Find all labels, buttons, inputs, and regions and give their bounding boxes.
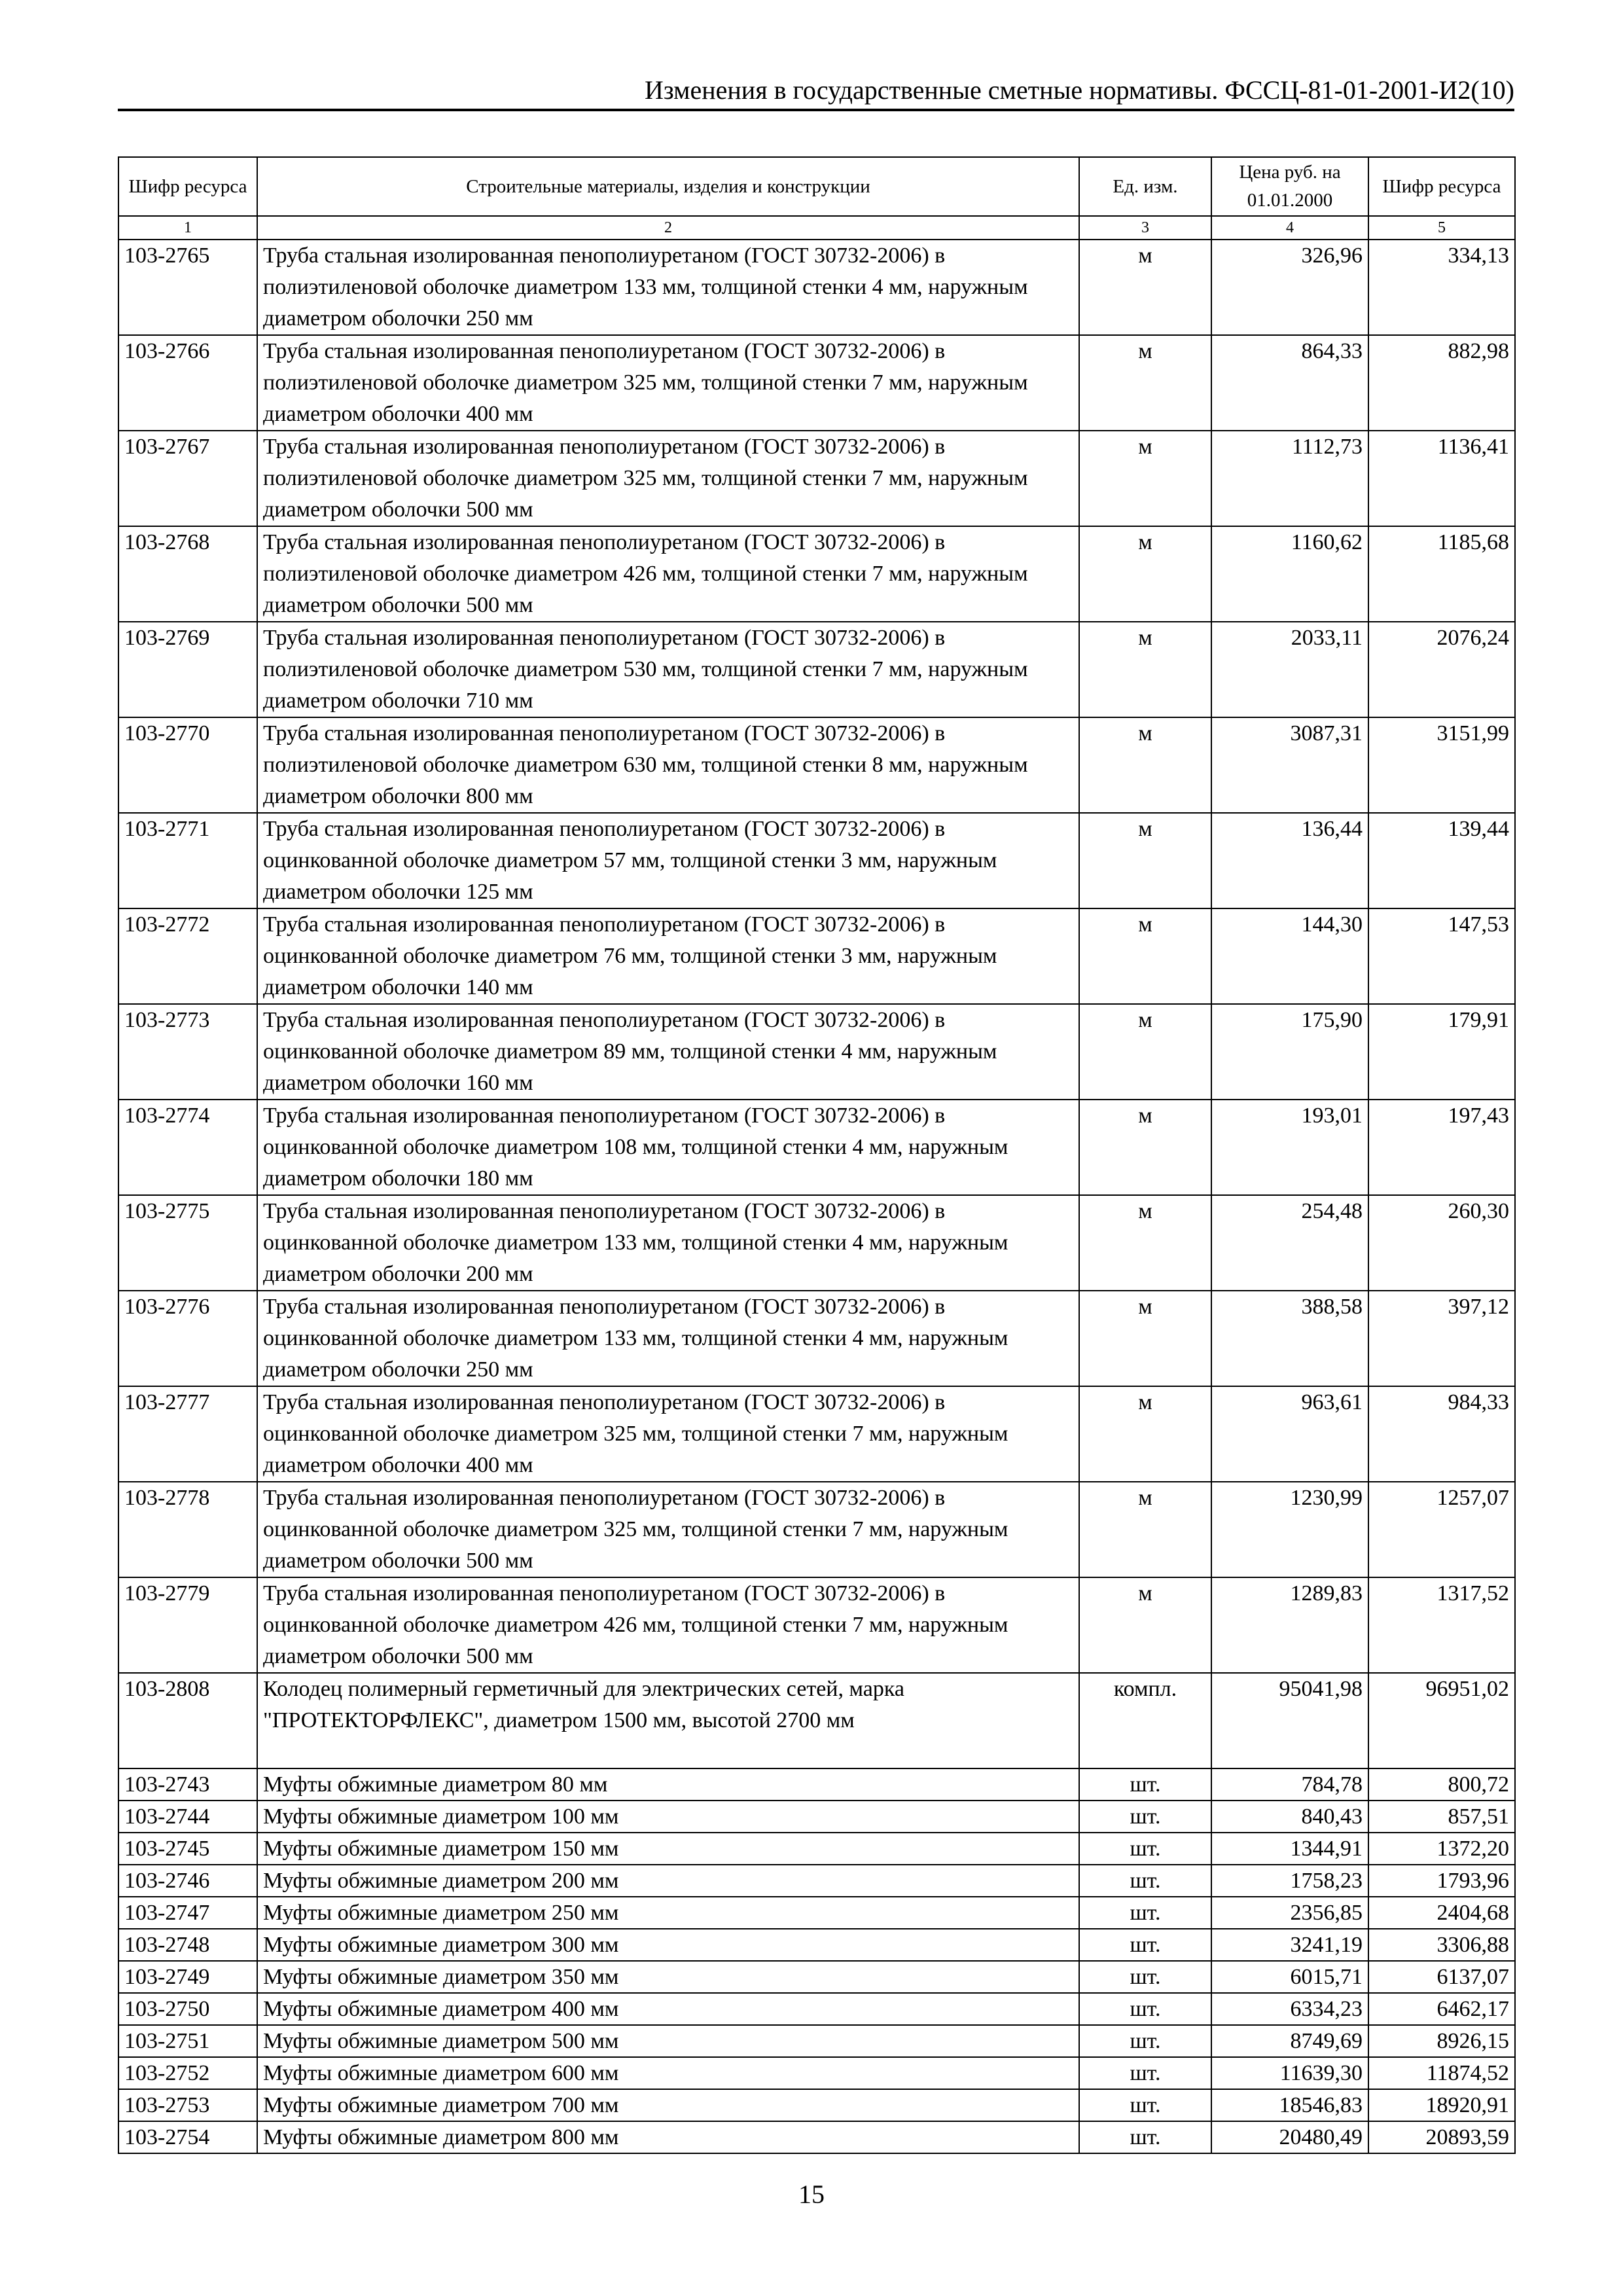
price-cell: 3241,19 [1211,1929,1368,1961]
price-cell-2: 147,53 [1368,908,1515,1004]
material-name-cell: Муфты обжимные диаметром 700 мм [257,2089,1079,2121]
unit-cell: шт. [1079,1801,1211,1833]
price-cell: 20480,49 [1211,2121,1368,2153]
price-cell-2: 96951,02 [1368,1673,1515,1768]
price-cell: 840,43 [1211,1801,1368,1833]
price-cell-2: 800,72 [1368,1768,1515,1801]
price-cell-2: 179,91 [1368,1004,1515,1100]
material-name-cell: Муфты обжимные диаметром 200 мм [257,1865,1079,1897]
table-row [118,335,1515,431]
material-name-cell: Труба стальная изолированная пенополиуретаном (ГОСТ 30732-2006) в оцинкованной оболочке диаметром 133 мм, толщиной стенки 4 мм, наружным диаметром оболочки 200 мм [257,1195,1079,1291]
unit-cell: м [1079,1291,1211,1386]
resource-code-cell: 103-2775 [118,1195,257,1291]
unit-cell: м [1079,622,1211,717]
table-row [118,431,1515,526]
price-cell-2: 197,43 [1368,1100,1515,1195]
table-row [118,1833,1515,1865]
price-cell: 1758,23 [1211,1865,1368,1897]
resource-code-cell: 103-2744 [118,1801,257,1833]
column-number: 1 [118,216,257,240]
price-cell: 95041,98 [1211,1673,1368,1768]
price-cell: 144,30 [1211,908,1368,1004]
unit-cell: м [1079,1100,1211,1195]
unit-cell: м [1079,1195,1211,1291]
price-cell-2: 20893,59 [1368,2121,1515,2153]
price-cell: 326,96 [1211,240,1368,335]
material-name-cell: Труба стальная изолированная пенополиуретаном (ГОСТ 30732-2006) в полиэтиленовой оболочке диаметром 630 мм, толщиной стенки 8 мм, наружным диаметром оболочки 800 мм [257,717,1079,813]
column-number: 5 [1368,216,1515,240]
unit-cell: м [1079,1577,1211,1673]
table-row [118,717,1515,813]
resource-code-cell: 103-2745 [118,1833,257,1865]
price-cell: 175,90 [1211,1004,1368,1100]
table-row [118,1897,1515,1929]
material-name-cell: Труба стальная изолированная пенополиуретаном (ГОСТ 30732-2006) в полиэтиленовой оболочке диаметром 325 мм, толщиной стенки 7 мм, наружным диаметром оболочки 400 мм [257,335,1079,431]
table-body [118,240,1515,2153]
price-cell-2: 3151,99 [1368,717,1515,813]
price-cell: 3087,31 [1211,717,1368,813]
price-cell-2: 2076,24 [1368,622,1515,717]
resource-code-cell: 103-2766 [118,335,257,431]
resource-code-cell: 103-2774 [118,1100,257,1195]
material-name-cell: Труба стальная изолированная пенополиуретаном (ГОСТ 30732-2006) в полиэтиленовой оболочке диаметром 133 мм, толщиной стенки 4 мм, наружным диаметром оболочки 250 мм [257,240,1079,335]
resource-code-cell: 103-2808 [118,1673,257,1768]
resource-code-cell: 103-2746 [118,1865,257,1897]
price-cell: 963,61 [1211,1386,1368,1482]
resource-code-cell: 103-2779 [118,1577,257,1673]
table-row [118,1100,1515,1195]
unit-cell: шт. [1079,2025,1211,2057]
table-row [118,1865,1515,1897]
table-row [118,1768,1515,1801]
column-header-unit: Ед. изм. [1079,157,1211,216]
material-name-cell: Труба стальная изолированная пенополиуретаном (ГОСТ 30732-2006) в оцинкованной оболочке диаметром 133 мм, толщиной стенки 4 мм, наружным диаметром оболочки 250 мм [257,1291,1079,1386]
price-cell: 1112,73 [1211,431,1368,526]
resource-code-cell: 103-2767 [118,431,257,526]
price-cell-2: 2404,68 [1368,1897,1515,1929]
table-row [118,1291,1515,1386]
price-cell: 2033,11 [1211,622,1368,717]
resource-code-cell: 103-2765 [118,240,257,335]
price-cell: 1230,99 [1211,1482,1368,1577]
price-cell: 1289,83 [1211,1577,1368,1673]
price-cell-2: 6462,17 [1368,1993,1515,2025]
unit-cell: шт. [1079,1993,1211,2025]
resource-code-cell: 103-2750 [118,1993,257,2025]
resource-code-cell: 103-2753 [118,2089,257,2121]
material-name-cell: Труба стальная изолированная пенополиуретаном (ГОСТ 30732-2006) в оцинкованной оболочке диаметром 325 мм, толщиной стенки 7 мм, наружным диаметром оболочки 500 мм [257,1482,1079,1577]
price-cell: 1344,91 [1211,1833,1368,1865]
unit-cell: м [1079,431,1211,526]
column-header-name: Строительные материалы, изделия и конструкции [257,157,1079,216]
price-cell-2: 1372,20 [1368,1833,1515,1865]
unit-cell: м [1079,526,1211,622]
price-cell-2: 139,44 [1368,813,1515,908]
price-cell-2: 334,13 [1368,240,1515,335]
table-row [118,1195,1515,1291]
material-name-cell: Муфты обжимные диаметром 300 мм [257,1929,1079,1961]
price-cell-2: 1793,96 [1368,1865,1515,1897]
price-cell-2: 11874,52 [1368,2057,1515,2089]
material-name-cell: Муфты обжимные диаметром 80 мм [257,1768,1079,1801]
table-row [118,1929,1515,1961]
price-cell-2: 882,98 [1368,335,1515,431]
table-row [118,526,1515,622]
table-row [118,1004,1515,1100]
material-name-cell: Муфты обжимные диаметром 150 мм [257,1833,1079,1865]
price-cell-2: 18920,91 [1368,2089,1515,2121]
material-name-cell: Труба стальная изолированная пенополиуретаном (ГОСТ 30732-2006) в оцинкованной оболочке диаметром 57 мм, толщиной стенки 3 мм, наружным диаметром оболочки 125 мм [257,813,1079,908]
unit-cell: шт. [1079,2121,1211,2153]
unit-cell: шт. [1079,1929,1211,1961]
price-cell: 136,44 [1211,813,1368,908]
resource-code-cell: 103-2747 [118,1897,257,1929]
table-row [118,1673,1515,1768]
resource-code-cell: 103-2752 [118,2057,257,2089]
material-name-cell: Труба стальная изолированная пенополиуретаном (ГОСТ 30732-2006) в оцинкованной оболочке диаметром 325 мм, толщиной стенки 7 мм, наружным диаметром оболочки 400 мм [257,1386,1079,1482]
price-cell-2: 857,51 [1368,1801,1515,1833]
material-name-cell: Труба стальная изолированная пенополиуретаном (ГОСТ 30732-2006) в оцинкованной оболочке диаметром 89 мм, толщиной стенки 4 мм, наружным диаметром оболочки 160 мм [257,1004,1079,1100]
price-cell: 864,33 [1211,335,1368,431]
unit-cell: м [1079,1482,1211,1577]
table-row [118,1993,1515,2025]
unit-cell: шт. [1079,1833,1211,1865]
resource-code-cell: 103-2778 [118,1482,257,1577]
price-cell-2: 3306,88 [1368,1929,1515,1961]
column-number-row [118,216,1515,240]
material-name-cell: Труба стальная изолированная пенополиуретаном (ГОСТ 30732-2006) в полиэтиленовой оболочке диаметром 426 мм, толщиной стенки 7 мм, наружным диаметром оболочки 500 мм [257,526,1079,622]
price-cell-2: 260,30 [1368,1195,1515,1291]
material-name-cell: Муфты обжимные диаметром 250 мм [257,1897,1079,1929]
material-name-cell: Труба стальная изолированная пенополиуретаном (ГОСТ 30732-2006) в оцинкованной оболочке диаметром 426 мм, толщиной стенки 7 мм, наружным диаметром оболочки 500 мм [257,1577,1079,1673]
unit-cell: шт. [1079,1768,1211,1801]
unit-cell: шт. [1079,2057,1211,2089]
material-name-cell: Колодец полимерный герметичный для электрических сетей, марка "ПРОТЕКТОРФЛЕКС", диаметром 1500 мм, высотой 2700 мм [257,1673,1079,1768]
resource-code-cell: 103-2754 [118,2121,257,2153]
material-name-cell: Муфты обжимные диаметром 800 мм [257,2121,1079,2153]
price-cell-2: 1257,07 [1368,1482,1515,1577]
table-row [118,1961,1515,1993]
price-cell: 6334,23 [1211,1993,1368,2025]
price-cell: 388,58 [1211,1291,1368,1386]
unit-cell: м [1079,1386,1211,1482]
price-cell-2: 1185,68 [1368,526,1515,622]
price-cell: 784,78 [1211,1768,1368,1801]
table-row [118,2025,1515,2057]
resource-code-cell: 103-2773 [118,1004,257,1100]
resource-code-cell: 103-2743 [118,1768,257,1801]
table-row [118,1801,1515,1833]
table-row [118,2057,1515,2089]
table-row [118,1386,1515,1482]
column-number: 4 [1211,216,1368,240]
resource-code-cell: 103-2772 [118,908,257,1004]
price-cell: 2356,85 [1211,1897,1368,1929]
resource-code-cell: 103-2769 [118,622,257,717]
document-header-title: Изменения в государственные сметные нормативы. ФССЦ-81-01-2001-И2(10) [645,75,1514,105]
unit-cell: м [1079,908,1211,1004]
table-row [118,1577,1515,1673]
table-header-row [118,157,1515,216]
material-name-cell: Муфты обжимные диаметром 350 мм [257,1961,1079,1993]
unit-cell: м [1079,813,1211,908]
price-cell-2: 397,12 [1368,1291,1515,1386]
column-number: 2 [257,216,1079,240]
material-name-cell: Труба стальная изолированная пенополиуретаном (ГОСТ 30732-2006) в оцинкованной оболочке диаметром 108 мм, толщиной стенки 4 мм, наружным диаметром оболочки 180 мм [257,1100,1079,1195]
table-row [118,2121,1515,2153]
price-cell: 1160,62 [1211,526,1368,622]
unit-cell: компл. [1079,1673,1211,1768]
resource-code-cell: 103-2771 [118,813,257,908]
table-row [118,240,1515,335]
column-header-price: Цена руб. на 01.01.2000 [1211,157,1368,216]
page-number: 15 [798,2179,825,2209]
resource-code-cell: 103-2770 [118,717,257,813]
unit-cell: м [1079,1004,1211,1100]
unit-cell: шт. [1079,1897,1211,1929]
price-cell-2: 984,33 [1368,1386,1515,1482]
material-name-cell: Труба стальная изолированная пенополиуретаном (ГОСТ 30732-2006) в полиэтиленовой оболочке диаметром 325 мм, толщиной стенки 7 мм, наружным диаметром оболочки 500 мм [257,431,1079,526]
unit-cell: шт. [1079,2089,1211,2121]
table-row [118,908,1515,1004]
material-name-cell: Труба стальная изолированная пенополиуретаном (ГОСТ 30732-2006) в полиэтиленовой оболочке диаметром 530 мм, толщиной стенки 7 мм, наружным диаметром оболочки 710 мм [257,622,1079,717]
table-row [118,813,1515,908]
unit-cell: м [1079,335,1211,431]
resource-code-cell: 103-2777 [118,1386,257,1482]
price-cell: 254,48 [1211,1195,1368,1291]
price-cell: 18546,83 [1211,2089,1368,2121]
material-name-cell: Муфты обжимные диаметром 100 мм [257,1801,1079,1833]
resource-code-cell: 103-2748 [118,1929,257,1961]
unit-cell: м [1079,717,1211,813]
price-cell: 8749,69 [1211,2025,1368,2057]
price-cell: 11639,30 [1211,2057,1368,2089]
column-header-code-2: Шифр ресурса [1368,157,1515,216]
price-cell: 6015,71 [1211,1961,1368,1993]
price-cell-2: 1317,52 [1368,1577,1515,1673]
column-header-code: Шифр ресурса [118,157,257,216]
resource-code-cell: 103-2776 [118,1291,257,1386]
price-table [118,156,1516,2154]
price-cell-2: 8926,15 [1368,2025,1515,2057]
resource-code-cell: 103-2768 [118,526,257,622]
header-rule [118,109,1514,111]
material-name-cell: Труба стальная изолированная пенополиуретаном (ГОСТ 30732-2006) в оцинкованной оболочке диаметром 76 мм, толщиной стенки 3 мм, наружным диаметром оболочки 140 мм [257,908,1079,1004]
unit-cell: шт. [1079,1865,1211,1897]
resource-code-cell: 103-2751 [118,2025,257,2057]
price-cell-2: 6137,07 [1368,1961,1515,1993]
price-cell: 193,01 [1211,1100,1368,1195]
unit-cell: шт. [1079,1961,1211,1993]
table-row [118,1482,1515,1577]
table-row [118,2089,1515,2121]
material-name-cell: Муфты обжимные диаметром 500 мм [257,2025,1079,2057]
unit-cell: м [1079,240,1211,335]
material-name-cell: Муфты обжимные диаметром 400 мм [257,1993,1079,2025]
price-cell-2: 1136,41 [1368,431,1515,526]
column-number: 3 [1079,216,1211,240]
material-name-cell: Муфты обжимные диаметром 600 мм [257,2057,1079,2089]
table-row [118,622,1515,717]
resource-code-cell: 103-2749 [118,1961,257,1993]
